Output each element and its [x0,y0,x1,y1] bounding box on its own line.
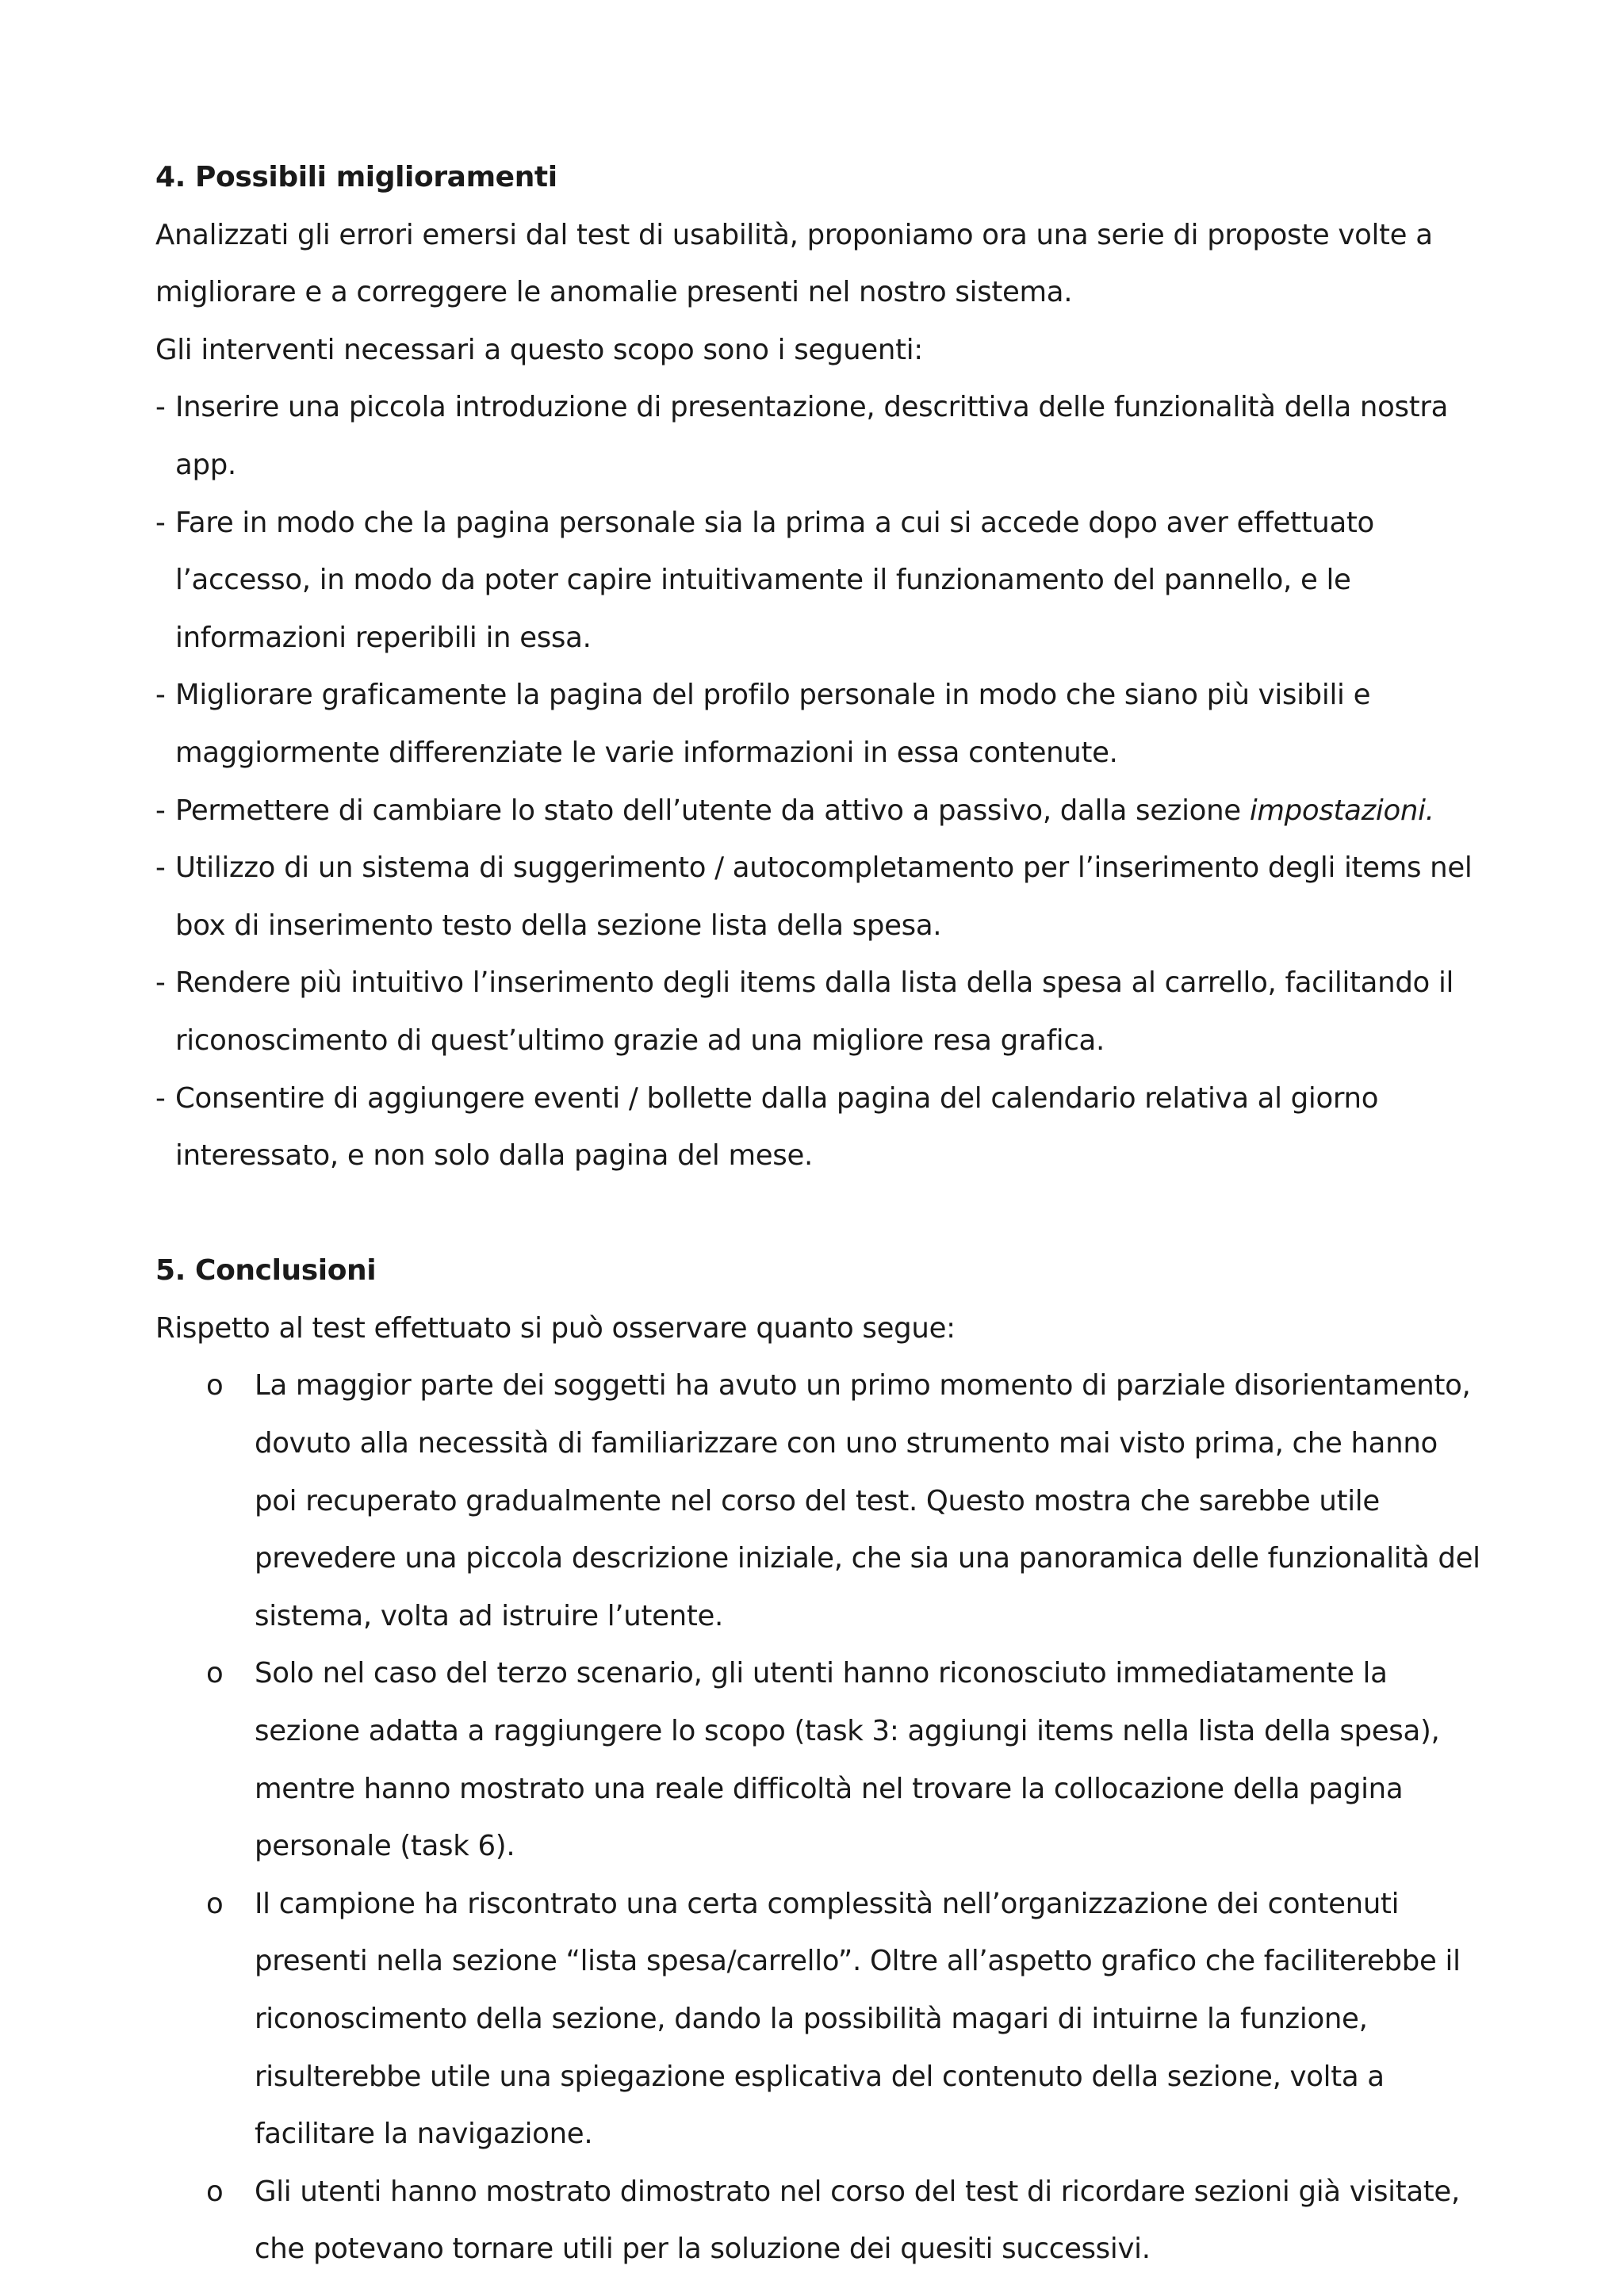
dash-marker: - [155,391,166,424]
dash-marker: - [155,506,166,539]
list-item-italic: impostazioni. [1249,794,1434,827]
dash-marker: - [155,1081,166,1115]
list-item [155,379,1488,494]
list-item-text: Fare in modo che la pagina personale sia la prima a cui si accede dopo aver effettuato l’accesso, in modo da poter capire intuitivamente il funzionamento del pannello, e le informazioni reperibili in essa. [175,506,1374,654]
list-item-text: Solo nel caso del terzo scenario, gli utenti hanno riconosciuto immediatamente la sezione adatta a raggiungere lo scopo (task 3: aggiungi items nella lista della spesa), mentre hanno mostrato una reale difficoltà nel trovare la collocazione della pagina personale (task 6). [255,1657,1440,1863]
list-item-text: Inserire una piccola introduzione di presentazione, descrittiva delle funzionalità della nostra app. [175,391,1449,481]
list-item-text: Rendere più intuitivo l’inserimento degli items dalla lista della spesa al carrello, facilitando il riconoscimento di quest’ultimo grazie ad una migliore resa grafica. [175,966,1454,1057]
list-item [155,667,1488,782]
circle-marker: o [206,1369,224,1402]
list-item-text: La maggior parte dei soggetti ha avuto un primo momento di parziale disorientamento, dovuto alla necessità di familiarizzare con uno strumento mai visto prima, che hanno poi recuperato gradualmente nel corso del test. Questo mostra che sarebbe utile prevedere una piccola descrizione iniziale, che sia una panoramica delle funzionalità del sistema, volta ad istruire l’utente. [255,1369,1480,1632]
list-item-text: Utilizzo di un sistema di suggerimento / autocompletamento per l’inserimento degli items nel box di inserimento testo della sezione lista della spesa. [175,851,1473,942]
section-spacer [155,1185,1488,1243]
list-item-text: Il campione ha riscontrato una certa complessità nell’organizzazione dei contenuti presenti nella sezione “lista spesa/carrello”. Oltre all’aspetto grafico che faciliterebbe il riconoscimento della sezione, dando la possibilità magari di intuirne la funzione, risulterebbe utile una spiegazione esplicativa del contenuto della sezione, volta a facilitare la navigazione. [255,1887,1461,2151]
list-item [155,1070,1488,1185]
list-item-text: Gli utenti hanno mostrato dimostrato nel corso del test di ricordare sezioni già visitate, che potevano tornare utili per la soluzione dei quesiti successivi. [255,2175,1460,2266]
list-item [155,1357,1488,1645]
dash-marker: - [155,851,166,885]
list-item [155,1876,1488,2164]
section-possibili-miglioramenti [155,149,1488,1185]
list-item-text: Migliorare graficamente la pagina del profilo personale in modo che siano più visibili e maggiormente differenziate le varie informazioni in essa contenute. [175,679,1371,769]
list-item [155,495,1488,668]
section-heading: 4. Possibili miglioramenti [155,161,557,193]
list-item [155,955,1488,1070]
dash-marker: - [155,966,166,1000]
section-conclusioni [155,1242,1488,2279]
circle-marker: o [206,1657,224,1690]
list-item-text: Consentire di aggiungere eventi / bollette dalla pagina del calendario relativa al giorno interessato, e non solo dalla pagina del mese. [175,1081,1379,1173]
paragraph-intro: Analizzati gli errori emersi dal test di usabilità, proponiamo ora una serie di proposte volte a migliorare e a correggere le anomalie presenti nel nostro sistema. [155,218,1433,309]
paragraph-lead: Gli interventi necessari a questo scopo sono i seguenti: [155,333,923,366]
list-item [155,783,1488,840]
document-content [155,149,1488,2279]
paragraph-lead: Rispetto al test effettuato si può osservare quanto segue: [155,1311,956,1345]
list-item [155,2164,1488,2279]
dash-marker: - [155,679,166,712]
improvements-list [155,379,1488,1184]
circle-marker: o [206,1887,224,1920]
section-heading: 5. Conclusioni [155,1254,377,1288]
list-item [155,840,1488,955]
dash-marker: - [155,794,166,827]
conclusions-list [155,1357,1488,2279]
list-item-text: Permettere di cambiare lo stato dell’utente da attivo a passivo, dalla sezione [175,794,1250,827]
list-item [155,1645,1488,1875]
circle-marker: o [206,2175,224,2208]
